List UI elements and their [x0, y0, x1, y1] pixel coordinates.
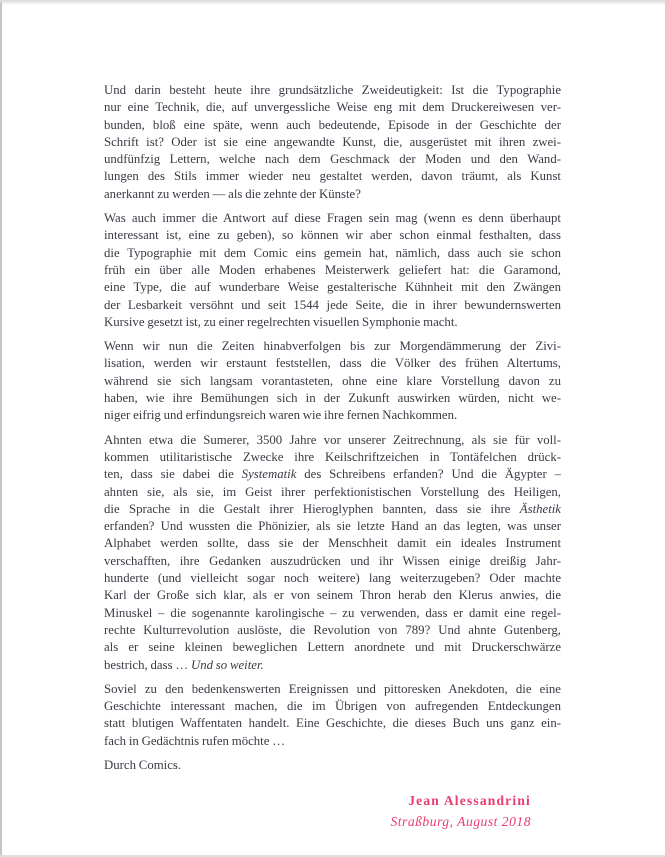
- text-run: bestrich, dass …: [104, 657, 191, 672]
- text-run: ten, dass sie dabei die: [104, 467, 242, 482]
- text-line: [104, 657, 561, 674]
- page-left-edge-shadow: [0, 2, 2, 855]
- text-line: fach in Gedächtnis rufen möchte …: [104, 733, 285, 748]
- text-line: Minuskel – die sogenannte karolingische – zu verwenden, dass er damit eine regel-: [104, 605, 561, 620]
- text-line: Und darin besteht heute ihre grundsätzliche Zweideutigkeit: Ist die Typographie: [104, 83, 561, 97]
- text-line: Alphabet werden sollte, dass sie der Menschheit damit ein ideales Instrument: [104, 536, 561, 551]
- text-line: bunden, bloß eine späte, wenn auch bedeutende, Episode in der Geschichte der: [104, 117, 561, 132]
- text-line: lungen des Stils immer wieder neu gestaltet werden, davon träumt, als Kunst: [104, 169, 561, 184]
- text-line: als er seine kleinen beweglichen Lettern anordnete und mit Druckerschwärze: [104, 640, 561, 655]
- place-and-date: Straßburg, August 2018: [390, 814, 531, 829]
- text-line: rechte Kulturrevolution auslöste, die Revolution von 789? Und ahnte Gutenberg,: [104, 622, 561, 637]
- text-line: kommen utilitaristische Zwecke ihre Keilschriftzeichen in Tontäfelchen drück-: [104, 449, 561, 464]
- text-line: verschafften, ihre Gedanken auszudrücken und ihr Wissen einige dreißig Jahr-: [104, 553, 561, 568]
- paragraph: [104, 757, 561, 774]
- text-line: [104, 501, 561, 518]
- text-line: Schrift ist? Oder ist sie eine angewandte Kunst, die, ausgerüstet mit ihren zwei-: [104, 134, 561, 149]
- author-name: Jean Alessandrini: [408, 793, 531, 808]
- text-line: statt blutigen Waffentaten handelt. Eine Geschichte, die dieses Buch uns ganz ein-: [104, 716, 561, 731]
- text-line: früh ein über alle Moden erhabenes Meisterwerk geliefert hat: die Garamond,: [104, 262, 561, 277]
- text-line: Karl der Große sich klar, als er von seinem Thron herab den Klerus anwies, die: [104, 588, 561, 603]
- text-line: ahnten sie, als sie, im Geist ihrer perfektionistischen Vorstellung des Heiligen,: [104, 484, 561, 499]
- text-line: haben, wie ihre Bemühungen sich in der Zukunft auswirken würden, nicht we-: [104, 391, 561, 406]
- text-line: Ahnten etwa die Sumerer, 3500 Jahre vor unserer Zeitrechnung, als sie für voll-: [104, 432, 561, 447]
- text-line: niger eifrig und erfindungsreich waren wie ihre fernen Nachkommen.: [104, 408, 458, 423]
- text-run: die Sprache in die Gestalt ihrer Hieroglyphen bannten, dass sie ihre: [104, 501, 520, 516]
- italic-text-run: Systematik: [241, 467, 297, 482]
- text-run: des Schreibens erfanden? Und die Ägypter –: [296, 467, 561, 482]
- text-line: hunderte (und vielleicht sogar noch weitere) lang weiterzugeben? Oder machte: [104, 571, 561, 586]
- text-line: nur eine Technik, die, auf unvergessliche Weise eng mit dem Druckereiwesen ver-: [104, 100, 561, 115]
- text-line: Kursive gesetzt ist, zu einer regelrechten visuellen Symphonie macht.: [104, 314, 458, 329]
- text-line: der Lesbarkeit versöhnt und seit 1544 jede Seite, die in ihrer bewundernswerten: [104, 297, 561, 312]
- italic-text-run: Ästhetik: [519, 501, 561, 516]
- text-line: Soviel zu den bedenkenswerten Ereignissen und pittoresken Anekdoten, die eine: [104, 681, 561, 696]
- italic-text-run: Und so weiter.: [190, 657, 264, 672]
- paragraph: [104, 681, 561, 750]
- text-line: interessant ist, eine zu geben), so können wir aber schon einmal festhalten, dass: [104, 228, 561, 243]
- text-line: Geschichte interessant machen, die im Übrigen von aufregenden Entdeckungen: [104, 699, 561, 714]
- text-line: während sie sich langsam vorantasteten, ohne eine klare Vorstellung davon zu: [104, 373, 561, 388]
- signature-block: [104, 792, 531, 831]
- text-line: undfünfzig Lettern, welche nach dem Geschmack der Moden und den Wand-: [104, 152, 561, 167]
- text-line: Wenn wir nun die Zeiten hinabverfolgen bis zur Morgendämmerung der Zivi-: [104, 339, 561, 354]
- text-line: erfanden? Und wussten die Phönizier, als sie letzte Hand an das legten, was unser: [104, 519, 561, 534]
- text-line: Durch Comics.: [104, 757, 182, 772]
- paragraph: [104, 432, 561, 674]
- text-line: die Typographie mit dem Comic eins gemein hat, nämlich, dass auch sie schon: [104, 245, 561, 260]
- paragraph: [104, 82, 561, 203]
- page-top-edge-shadow: [0, 0, 665, 5]
- text-line: eine Type, die auf wunderbare Weise gestalterische Kühnheit mit den Zwängen: [104, 280, 561, 295]
- body-text: [104, 82, 561, 774]
- text-line: Was auch immer die Antwort auf diese Fragen sein mag (wenn es denn überhaupt: [104, 211, 561, 226]
- text-line: lisation, werden wir erstaunt feststellen, dass die Völker des frühen Altertums,: [104, 356, 561, 371]
- paragraph: [104, 210, 561, 331]
- text-line: [104, 466, 561, 483]
- text-line: anerkannt zu werden — als die zehnte der Künste?: [104, 186, 361, 201]
- paragraph: [104, 338, 561, 424]
